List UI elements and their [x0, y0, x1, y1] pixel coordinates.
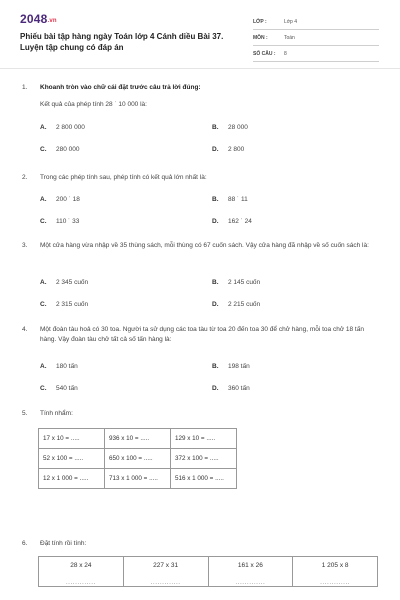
option-c[interactable]	[40, 146, 80, 153]
option-text: 2 345 cuốn	[56, 279, 89, 286]
table-cell[interactable]	[123, 557, 208, 587]
logo-suffix: .vn	[47, 18, 57, 24]
option-a[interactable]	[40, 196, 80, 203]
option-letter: B.	[212, 196, 219, 203]
question-1-sub: Kết quả của phép tính 28 ˙ 10 000 là:	[40, 101, 147, 108]
option-text: 198 tấn	[228, 363, 250, 370]
option-b[interactable]	[212, 363, 250, 370]
question-number: 6.	[22, 540, 28, 547]
option-letter: A.	[40, 124, 47, 131]
question-text: Trong các phép tính sau, phép tính có kết quả lớn nhất là:	[40, 174, 207, 181]
option-letter: C.	[40, 146, 47, 153]
question-number: 1.	[22, 84, 28, 91]
question-number: 5.	[22, 410, 28, 417]
table-cell[interactable]: 650 x 100 = .....	[105, 449, 171, 469]
option-letter: C.	[40, 301, 47, 308]
option-b[interactable]	[212, 124, 248, 131]
option-a[interactable]	[40, 124, 85, 131]
meta-row-subject	[253, 30, 379, 46]
table-cell[interactable]: 12 x 1 000 = .....	[39, 469, 105, 489]
option-text: 110 ˙ 33	[56, 218, 80, 225]
option-a[interactable]	[40, 363, 78, 370]
option-text: 2 145 cuốn	[228, 279, 261, 286]
option-letter: C.	[40, 385, 47, 392]
table-cell[interactable]	[293, 557, 378, 587]
option-letter: D.	[212, 301, 219, 308]
option-text: 162 ˙ 24	[228, 218, 252, 225]
option-text: 540 tấn	[56, 385, 78, 392]
option-text: 280 000	[56, 146, 80, 153]
header-divider	[0, 68, 400, 69]
table-cell[interactable]: 52 x 100 = .....	[39, 449, 105, 469]
table-row	[39, 449, 237, 469]
option-letter: C.	[40, 218, 47, 225]
question-text: Đặt tính rồi tính:	[40, 540, 87, 547]
meta-key: LỚP :	[253, 18, 267, 25]
answer-dots: .............	[320, 579, 351, 586]
question-number: 4.	[22, 326, 28, 333]
option-d[interactable]	[212, 301, 260, 308]
question-text: Tính nhẩm:	[40, 410, 73, 417]
operation-text: 227 x 31	[153, 562, 179, 569]
mental-math-table	[38, 428, 237, 489]
table-cell[interactable]	[39, 557, 124, 587]
worksheet-meta	[253, 14, 379, 62]
option-text: 88 ˙ 11	[228, 196, 248, 203]
table-row	[39, 557, 378, 587]
option-letter: A.	[40, 279, 47, 286]
question-text: Một cửa hàng vừa nhập về 35 thùng sách, mỗi thùng có 67 cuốn sách. Vậy cửa hàng đã nhập về số cuốn sách là:	[40, 242, 369, 249]
option-text: 360 tấn	[228, 385, 250, 392]
option-letter: D.	[212, 218, 219, 225]
question-text: Một đoàn tàu hoả có 30 toa. Người ta sử dụng các toa tàu từ toa 20 đến toa 30 để chở hàng, mỗi toa chở 18 tấn hàng. Vậy đoàn tàu chở tất cả số tấn hàng là:	[40, 326, 364, 343]
meta-key: SỐ CÂU :	[253, 50, 276, 57]
option-c[interactable]	[40, 301, 88, 308]
option-d[interactable]	[212, 218, 252, 225]
option-text: 2 315 cuốn	[56, 301, 89, 308]
meta-value: 8	[284, 50, 287, 57]
operation-text: 1 205 x 8	[321, 562, 349, 569]
option-letter: D.	[212, 385, 219, 392]
option-d[interactable]	[212, 146, 244, 153]
question-number: 3.	[22, 242, 28, 249]
answer-dots: .............	[65, 579, 96, 586]
meta-row-class	[253, 14, 379, 30]
option-a[interactable]	[40, 279, 88, 286]
option-text: 28 000	[228, 124, 248, 131]
option-letter: A.	[40, 363, 47, 370]
table-row	[39, 429, 237, 449]
table-cell[interactable]: 372 x 100 = .....	[171, 449, 237, 469]
operation-text: 28 x 24	[70, 562, 92, 569]
option-letter: B.	[212, 124, 219, 131]
question-text: Khoanh tròn vào chữ cái đặt trước câu trả lời đúng:	[40, 84, 201, 91]
table-cell[interactable]: 516 x 1 000 = .....	[171, 469, 237, 489]
option-b[interactable]	[212, 196, 248, 203]
option-text: 2 800	[228, 146, 245, 153]
question-number: 2.	[22, 174, 28, 181]
table-row	[39, 469, 237, 489]
table-cell[interactable]: 17 x 10 = .....	[39, 429, 105, 449]
table-cell[interactable]: 129 x 10 = .....	[171, 429, 237, 449]
answer-dots: .............	[235, 579, 266, 586]
meta-value: Toán	[284, 34, 295, 41]
option-text: 2 215 cuốn	[228, 301, 261, 308]
option-text: 180 tấn	[56, 363, 78, 370]
option-letter: B.	[212, 363, 219, 370]
worksheet-title: Phiếu bài tập hàng ngày Toán lớp 4 Cánh diều Bài 37. Luyện tập chung có đáp án	[20, 32, 224, 52]
meta-value: Lớp 4	[284, 18, 298, 25]
option-letter: D.	[212, 146, 219, 153]
meta-row-count	[253, 46, 379, 62]
option-letter: A.	[40, 196, 47, 203]
worksheet-header	[0, 0, 400, 68]
option-letter: B.	[212, 279, 219, 286]
column-calc-table	[38, 556, 378, 587]
meta-key: MÔN :	[253, 34, 268, 41]
answer-dots: .............	[150, 579, 181, 586]
option-text: 200 ˙ 18	[56, 196, 80, 203]
option-text: 2 800 000	[56, 124, 85, 131]
logo-main: 2048	[20, 12, 48, 26]
operation-text: 161 x 26	[237, 562, 263, 569]
site-logo[interactable]	[20, 12, 57, 26]
option-c[interactable]	[40, 218, 79, 225]
table-cell[interactable]: 713 x 1 000 = .....	[105, 469, 171, 489]
option-d[interactable]	[212, 385, 250, 392]
option-b[interactable]	[212, 279, 260, 286]
table-cell[interactable]: 936 x 10 = .....	[105, 429, 171, 449]
table-cell[interactable]	[208, 557, 293, 587]
option-c[interactable]	[40, 385, 78, 392]
